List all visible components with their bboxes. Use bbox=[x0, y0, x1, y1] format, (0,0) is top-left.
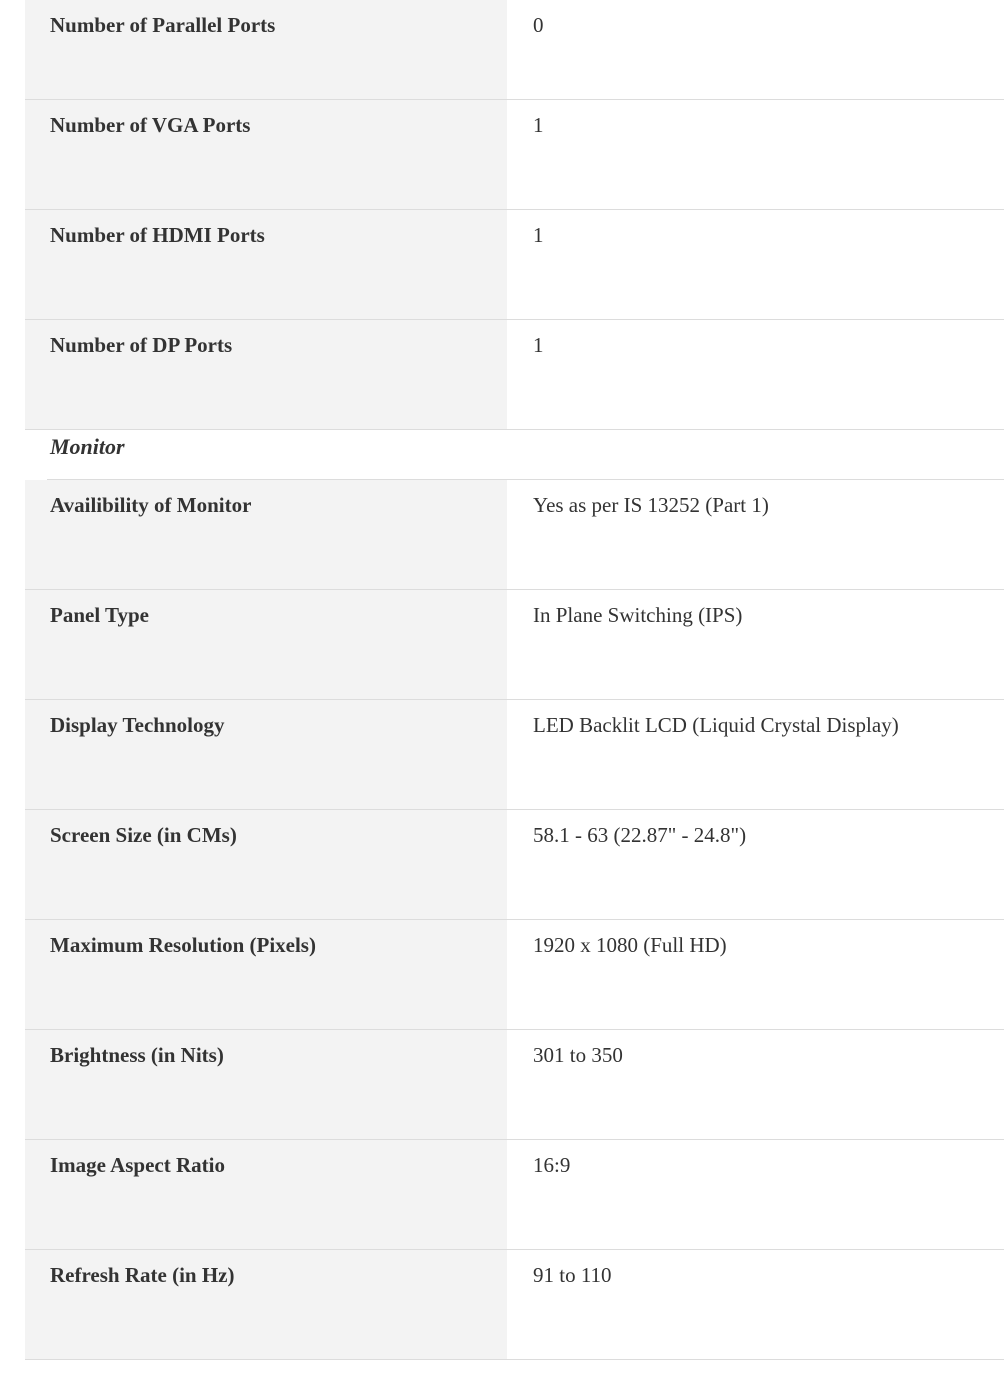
spec-label: Image Aspect Ratio bbox=[25, 1140, 507, 1249]
spec-label: Maximum Resolution (Pixels) bbox=[25, 920, 507, 1029]
section-title: Monitor bbox=[50, 434, 125, 459]
spec-value: 1 bbox=[507, 210, 1004, 319]
spec-label: Number of HDMI Ports bbox=[25, 210, 507, 319]
table-row bbox=[25, 480, 1004, 590]
table-row bbox=[25, 1140, 1004, 1250]
spec-value: 58.1 - 63 (22.87" - 24.8") bbox=[507, 810, 1004, 919]
spec-label: Refresh Rate (in Hz) bbox=[25, 1250, 507, 1359]
spec-value: 91 to 110 bbox=[507, 1250, 1004, 1359]
table-row bbox=[25, 810, 1004, 920]
spec-value: 1 bbox=[507, 320, 1004, 429]
specification-table bbox=[25, 0, 1004, 1360]
table-row bbox=[25, 100, 1004, 210]
spec-label: Display Technology bbox=[25, 700, 507, 809]
spec-label: Brightness (in Nits) bbox=[25, 1030, 507, 1139]
spec-value: In Plane Switching (IPS) bbox=[507, 590, 1004, 699]
table-row bbox=[25, 210, 1004, 320]
spec-label: Number of DP Ports bbox=[25, 320, 507, 429]
table-row bbox=[25, 920, 1004, 1030]
spec-value: LED Backlit LCD (Liquid Crystal Display) bbox=[507, 700, 1004, 809]
table-row bbox=[25, 590, 1004, 700]
table-row bbox=[25, 700, 1004, 810]
spec-label: Number of VGA Ports bbox=[25, 100, 507, 209]
spec-label: Panel Type bbox=[25, 590, 507, 699]
table-row bbox=[25, 320, 1004, 430]
spec-value: 1 bbox=[507, 100, 1004, 209]
spec-value: 301 to 350 bbox=[507, 1030, 1004, 1139]
section-divider bbox=[47, 479, 1004, 480]
spec-label: Number of Parallel Ports bbox=[25, 0, 507, 99]
spec-value: 16:9 bbox=[507, 1140, 1004, 1249]
spec-label: Screen Size (in CMs) bbox=[25, 810, 507, 919]
table-row bbox=[25, 0, 1004, 100]
table-row bbox=[25, 1250, 1004, 1360]
spec-value: 0 bbox=[507, 0, 1004, 99]
section-header-monitor bbox=[25, 430, 1004, 480]
table-row bbox=[25, 1030, 1004, 1140]
spec-label: Availibility of Monitor bbox=[25, 480, 507, 589]
spec-value: Yes as per IS 13252 (Part 1) bbox=[507, 480, 1004, 589]
spec-value: 1920 x 1080 (Full HD) bbox=[507, 920, 1004, 1029]
